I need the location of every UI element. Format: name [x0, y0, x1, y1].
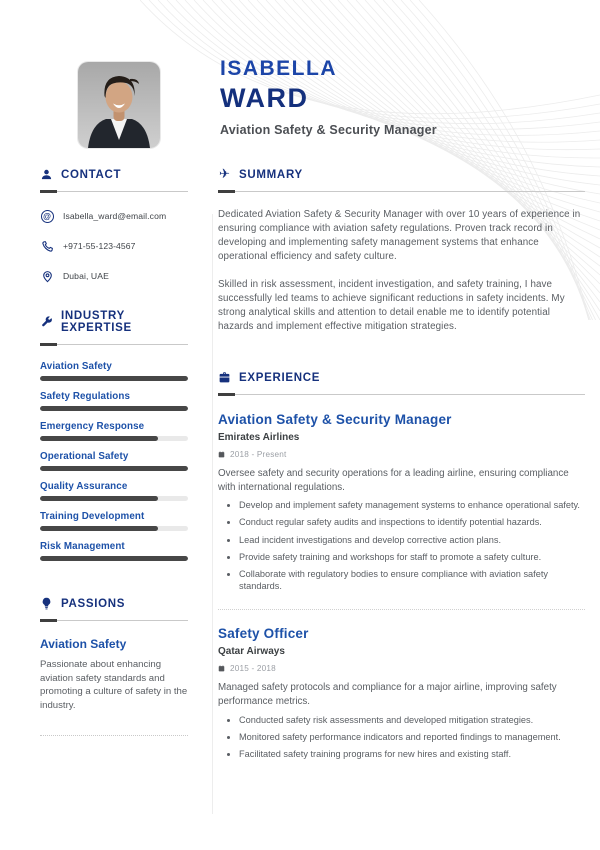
- section-rule: [40, 343, 188, 346]
- job-date: 2018 - Present: [218, 450, 585, 459]
- job-role: Safety Officer: [218, 626, 309, 642]
- calendar-icon: [218, 451, 225, 458]
- column-divider: [212, 214, 213, 814]
- section-rule: [40, 190, 188, 193]
- briefcase-icon: [218, 371, 231, 384]
- job-bullet: • Facilitated safety training programs for new hires and existing staff.: [239, 748, 585, 760]
- passions-heading: PASSIONS: [61, 597, 126, 610]
- phone-icon: [40, 239, 54, 253]
- portrait-illustration: [78, 62, 160, 148]
- skill-item: Emergency Response: [40, 421, 188, 441]
- skill-item: Operational Safety: [40, 451, 188, 471]
- plane-icon: ✈: [219, 166, 230, 181]
- summary-heading: SUMMARY: [239, 168, 303, 181]
- last-name: WARD: [220, 83, 309, 113]
- header-job-title: Aviation Safety & Security Manager: [220, 123, 437, 137]
- summary-paragraph: Dedicated Aviation Safety & Security Manager with over 10 years of experience in ensuring compliance with aviation safety regulations. Proven track record in developing and implementing safety management systems that enhance operational efficiency and safety culture.: [218, 209, 581, 262]
- job-bullet: • Provide safety training and workshops for staff to promote a safety culture.: [239, 551, 585, 563]
- skill-item: Risk Management: [40, 541, 188, 561]
- passion-title: Aviation Safety: [40, 637, 127, 651]
- passions-section: [40, 597, 188, 736]
- expertise-heading: INDUSTRY EXPERTISE: [61, 310, 132, 334]
- lightbulb-icon: [40, 597, 53, 610]
- main-column: [218, 168, 585, 765]
- industry-expertise-section: [40, 310, 188, 561]
- job-role: Aviation Safety & Security Manager: [218, 412, 452, 427]
- contact-email: [40, 209, 188, 223]
- skill-bar: [40, 376, 188, 381]
- contact-heading: CONTACT: [61, 168, 122, 181]
- contact-section: [40, 168, 188, 283]
- dotted-separator: [40, 735, 188, 736]
- contact-location: [40, 269, 188, 283]
- job-description: Managed safety protocols and compliance for a major airline, improving safety performance metrics.: [218, 682, 557, 707]
- job-date: 2015 - 2018: [218, 664, 585, 673]
- first-name: ISABELLA: [220, 57, 337, 80]
- skill-bar: [40, 496, 188, 501]
- job-bullet: • Lead incident investigations and develop corrective action plans.: [239, 534, 585, 546]
- section-rule: [218, 393, 585, 396]
- job-bullet-list: [218, 499, 585, 592]
- skill-item: Aviation Safety: [40, 361, 188, 381]
- phone-text: +971-55-123-4567: [63, 241, 136, 251]
- job-bullet: • Develop and implement safety management systems to enhance operational safety.: [239, 499, 585, 511]
- at-icon: @: [40, 209, 54, 223]
- job-bullet: • Collaborate with regulatory bodies to ensure compliance with aviation safety standards.: [239, 568, 585, 592]
- job-bullet: • Monitored safety performance indicators and reported findings to management.: [239, 731, 585, 743]
- experience-section: [218, 371, 585, 760]
- job-bullet: • Conduct regular safety audits and inspections to identify potential hazards.: [239, 516, 585, 528]
- skill-bar: [40, 556, 188, 561]
- passion-text: Passionate about enhancing aviation safety standards and promoting a culture of safety in the industry.: [40, 659, 188, 711]
- passion-item: [40, 637, 188, 712]
- skill-bar: [40, 466, 188, 471]
- section-rule: [218, 190, 585, 193]
- contact-phone: [40, 239, 188, 253]
- sidebar: [40, 168, 188, 736]
- summary-section: [218, 168, 585, 334]
- pin-icon: [40, 269, 54, 283]
- location-text: Dubai, UAE: [63, 271, 109, 281]
- job-company: Qatar Airways: [218, 646, 285, 658]
- summary-paragraph: Skilled in risk assessment, incident investigation, and safety training, I have successfully led teams to achieve significant reductions in safety incidents. My strong analytical skills and attention to detail enable me to identify potential hazards and implement effective mitigation strategies.: [218, 279, 565, 332]
- job-company: Emirates Airlines: [218, 432, 300, 443]
- skill-item: Quality Assurance: [40, 481, 188, 501]
- job-description: Oversee safety and security operations for a leading airline, ensuring compliance with international regulations.: [218, 468, 569, 493]
- header: [220, 57, 437, 137]
- calendar-icon: [218, 665, 225, 672]
- job-bullet: • Conducted safety risk assessments and developed mitigation strategies.: [239, 714, 585, 726]
- skill-bar: [40, 406, 188, 411]
- skill-bar: [40, 526, 188, 531]
- profile-photo: [78, 62, 160, 148]
- skill-item: Training Development: [40, 511, 188, 531]
- job-entry: [218, 412, 585, 592]
- experience-heading: EXPERIENCE: [239, 371, 321, 384]
- section-rule: [40, 619, 188, 622]
- job-bullet-list: [218, 714, 585, 761]
- skill-bar: [40, 436, 188, 441]
- job-separator: [218, 609, 585, 610]
- job-entry: [218, 626, 585, 760]
- wrench-icon: [40, 316, 53, 329]
- skill-item: Safety Regulations: [40, 391, 188, 411]
- person-icon: [40, 168, 53, 181]
- email-text: Isabella_ward@email.com: [63, 211, 167, 221]
